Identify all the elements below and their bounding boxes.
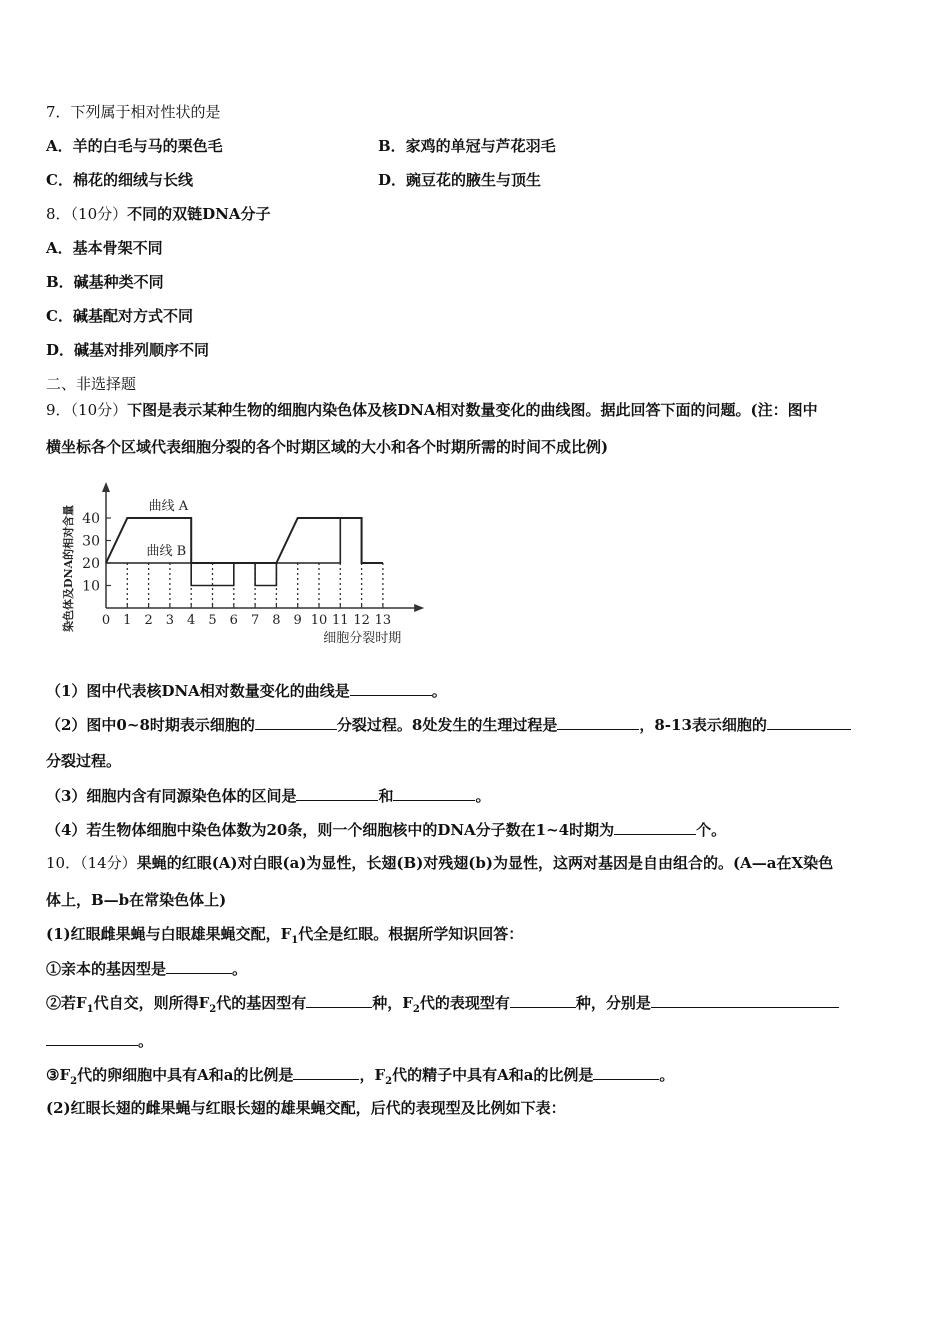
answer-blank[interactable] xyxy=(614,819,696,835)
section2-title: 二、非选择题 xyxy=(46,375,137,393)
q10-stem-text: 果蝇的红眼(A)对白眼(a)为显性，长翅(B)对残翅(b)为显性，这两对基因是自由组合的。(A—a在X染色 xyxy=(136,854,834,872)
q9-sub3-text-c: 。 xyxy=(475,787,491,805)
q8-stem xyxy=(46,204,271,224)
q9-sub2-text-b: 分裂过程。8处发生的生理过程是 xyxy=(336,716,558,734)
q10-item1 xyxy=(46,958,247,979)
q9-sub3 xyxy=(46,785,490,806)
q10-item2-text-f: 种，分别是 xyxy=(575,994,651,1012)
q8-option-b: B．碱基种类不同 xyxy=(46,273,164,291)
q10-item1-end: 。 xyxy=(232,960,248,978)
answer-blank[interactable] xyxy=(767,714,851,730)
x-tick-label: 11 xyxy=(332,613,349,628)
q8-stem-text: 不同的双链DNA分子 xyxy=(127,205,271,223)
x-tick-label: 7 xyxy=(250,613,260,628)
answer-blank[interactable] xyxy=(350,680,432,696)
subscript: 2 xyxy=(385,1076,393,1087)
q9-sub3-text-a: （3）细胞内含有同源染色体的区间是 xyxy=(46,787,297,805)
q8-option-d: D．碱基对排列顺序不同 xyxy=(46,341,210,359)
answer-blank[interactable] xyxy=(166,958,232,974)
answer-blank[interactable] xyxy=(593,1064,659,1080)
q10-item2-text-a: ②若F xyxy=(46,994,87,1012)
subscript: 2 xyxy=(70,1076,78,1087)
q10-item3-text-d: 代的精子中具有A和a的比例是 xyxy=(392,1066,594,1084)
q10-item1-text: ①亲本的基因型是 xyxy=(46,960,167,978)
q8-score: 8．（10分） xyxy=(46,205,128,223)
answer-blank[interactable] xyxy=(255,714,337,730)
q9-sub3-text-b: 和 xyxy=(378,787,394,805)
q10-part1-text: (1)红眼雌果蝇与白眼雄果蝇交配，F xyxy=(46,925,292,943)
x-axis-title: 细胞分裂时期 xyxy=(323,631,402,646)
q9-sub2-text-a: （2）图中0~8时期表示细胞的 xyxy=(46,716,255,734)
q10-stem-line1 xyxy=(46,853,833,873)
q9-sub2-cont: 分裂过程。 xyxy=(46,752,122,770)
answer-blank[interactable] xyxy=(651,992,839,1008)
x-tick-label: 8 xyxy=(272,613,281,628)
q9-sub4 xyxy=(46,819,726,840)
q9-sub1-end: 。 xyxy=(431,682,447,700)
chromosome-dna-chart xyxy=(58,478,478,653)
answer-blank[interactable] xyxy=(557,714,639,730)
q10-item2-text-b: 代自交，则所得F xyxy=(93,994,210,1012)
answer-blank[interactable] xyxy=(46,1030,138,1046)
y-axis-arrow xyxy=(102,482,110,492)
q8-option-a: A．基本骨架不同 xyxy=(46,239,163,257)
q9-sub1 xyxy=(46,680,447,701)
q9-stem-text: 下图是表示某种生物的细胞内染色体及核DNA相对数量变化的曲线图。据此回答下面的问题。(注：图中 xyxy=(127,401,818,419)
q7-option-a: A．羊的白毛与马的栗色毛 xyxy=(46,137,223,155)
answer-blank[interactable] xyxy=(393,785,475,801)
x-tick-label: 3 xyxy=(165,613,175,628)
q9-sub1-text: （1）图中代表核DNA相对数量变化的曲线是 xyxy=(46,682,350,700)
y-tick-label: 20 xyxy=(82,556,100,572)
answer-blank[interactable] xyxy=(306,992,372,1008)
subscript: 2 xyxy=(209,1004,217,1015)
q9-sub2 xyxy=(46,714,851,735)
q9-stem-line1 xyxy=(46,400,818,420)
q10-item3-text-c: ，F xyxy=(359,1066,386,1084)
q10-item2-text-d: 种，F xyxy=(372,994,413,1012)
x-tick-label: 1 xyxy=(123,613,132,628)
q10-item2-text-c: 代的基因型有 xyxy=(216,994,307,1012)
subscript: 2 xyxy=(412,1004,420,1015)
y-tick-label: 40 xyxy=(82,511,100,527)
q9-sub2-text-c: ，8-13表示细胞的 xyxy=(639,716,767,734)
q10-item2-text-e: 代的表现型有 xyxy=(419,994,510,1012)
q10-stem-line2: 体上，B—b在常染色体上) xyxy=(46,891,227,909)
x-tick-label: 5 xyxy=(208,613,217,628)
q9-score: 9．（10分） xyxy=(46,401,128,419)
q10-score: 10．（14分） xyxy=(46,854,137,872)
q7-option-c: C．棉花的细绒与长线 xyxy=(46,171,193,189)
x-axis-arrow xyxy=(414,604,424,612)
x-tick-label: 6 xyxy=(229,613,238,628)
q10-item3 xyxy=(46,1064,674,1092)
answer-blank[interactable] xyxy=(510,992,576,1008)
q7-option-d: D．豌豆花的腋生与顶生 xyxy=(378,171,542,189)
answer-blank[interactable] xyxy=(296,785,378,801)
y-tick-label: 30 xyxy=(82,533,100,550)
x-tick-label: 2 xyxy=(144,613,153,628)
q9-chart xyxy=(58,478,478,653)
q10-item2 xyxy=(46,992,839,1020)
q9-stem-line2: 横坐标各个区域代表细胞分裂的各个时期区域的大小和各个时期所需的时间不成比例) xyxy=(46,438,609,456)
q9-sub4-text-b: 个。 xyxy=(696,821,727,839)
answer-blank[interactable] xyxy=(293,1064,359,1080)
x-tick-label: 10 xyxy=(310,613,328,628)
q7-option-b: B．家鸡的单冠与芦花羽毛 xyxy=(378,137,556,155)
q7-stem: 7．下列属于相对性状的是 xyxy=(46,103,221,121)
q8-option-c: C．碱基配对方式不同 xyxy=(46,307,193,325)
subscript: 1 xyxy=(291,935,299,946)
q10-item2-cont xyxy=(46,1030,153,1051)
q10-item2-end: 。 xyxy=(138,1032,154,1050)
y-axis-title: 染色体及DNA的相对含量 xyxy=(62,504,75,632)
y-tick-label: 10 xyxy=(82,578,100,595)
x-tick-label: 4 xyxy=(187,613,196,628)
q10-item3-text-a: ③F xyxy=(46,1066,71,1084)
q10-part1-rest: 代全是红眼。根据所学知识回答： xyxy=(298,925,524,943)
series-label: 曲线 A xyxy=(148,499,189,514)
x-tick-label: 12 xyxy=(353,613,370,628)
q10-item3-end: 。 xyxy=(659,1066,675,1084)
x-tick-label: 13 xyxy=(374,613,392,628)
q10-part2: (2)红眼长翅的雌果蝇与红眼长翅的雄果蝇交配，后代的表现型及比例如下表： xyxy=(46,1099,566,1117)
x-tick-label: 0 xyxy=(101,613,111,628)
q9-sub4-text-a: （4）若生物体细胞中染色体数为20条，则一个细胞核中的DNA分子数在1~4时期为 xyxy=(46,821,615,839)
series-label: 曲线 B xyxy=(146,544,187,559)
x-tick-label: 9 xyxy=(293,613,302,628)
subscript: 1 xyxy=(86,1004,94,1015)
q10-item3-text-b: 代的卵细胞中具有A和a的比例是 xyxy=(77,1066,294,1084)
q10-part1 xyxy=(46,924,523,951)
